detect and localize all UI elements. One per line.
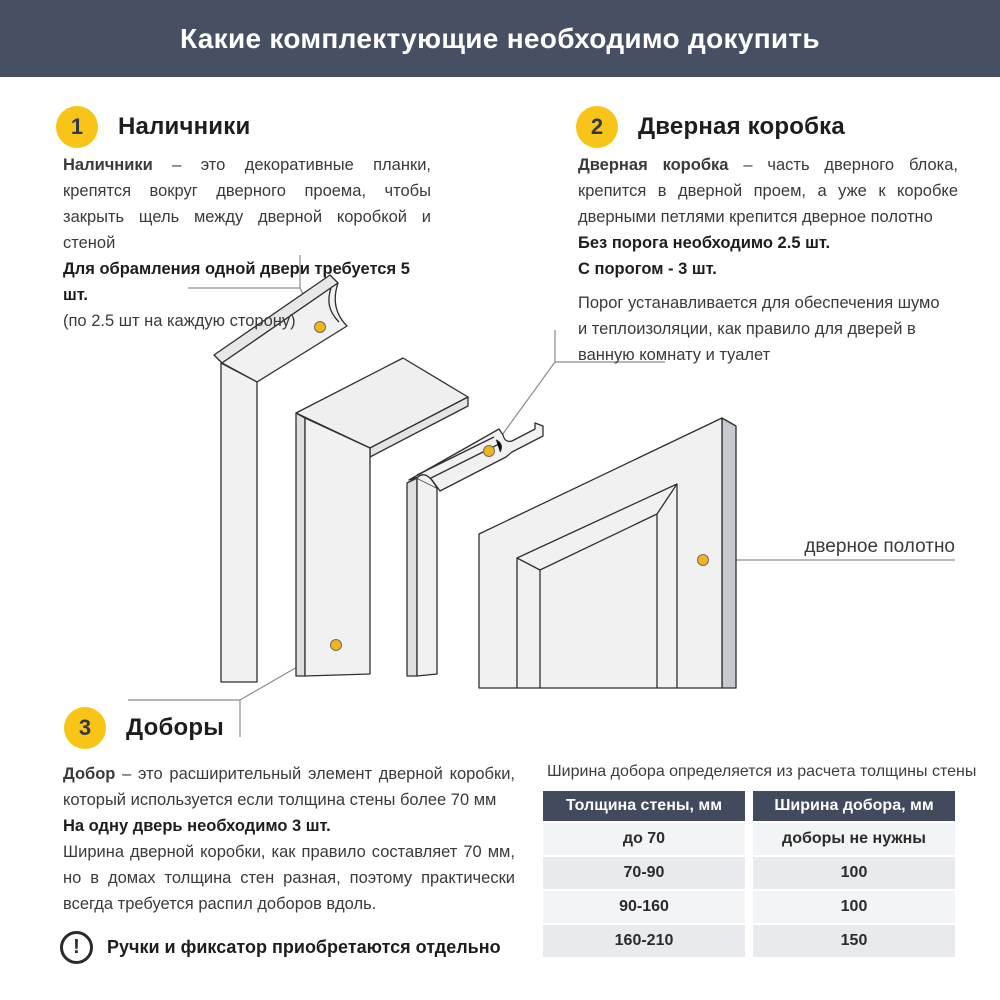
table-cell: 100	[753, 891, 955, 923]
section-2-badge: 2	[576, 106, 618, 148]
section-1-body	[63, 152, 431, 334]
section-1-title: Наличники	[118, 113, 251, 140]
bottom-note-text: Ручки и фиксатор приобретаются отдельно	[107, 937, 501, 957]
table-row	[543, 823, 955, 855]
section-2-description	[578, 152, 958, 230]
table-cell: 150	[753, 925, 955, 957]
section-1-quantity-note: (по 2.5 шт на каждую сторону)	[63, 312, 296, 330]
section-3-body	[63, 761, 515, 917]
section-2-head	[576, 106, 845, 148]
marker-dot-frame	[484, 446, 495, 457]
table-row	[543, 891, 955, 923]
section-1-head	[56, 106, 250, 148]
marker-dot-door-leaf	[698, 555, 709, 566]
section-3-description	[63, 761, 515, 813]
exclamation-icon: !	[60, 931, 93, 964]
marker-dot-extension	[331, 640, 342, 651]
table-cell: доборы не нужны	[753, 823, 955, 855]
section-3-extra: Ширина дверной коробки, как правило составляет 70 мм, но в домах толщина стен разная, поэтому практически всегда требуется распил доборов вдоль.	[63, 843, 515, 913]
section-1-term: Наличники	[63, 156, 153, 174]
section-1-quantity: Для обрамления одной двери требуется 5 шт.	[63, 260, 410, 304]
table-header-wall: Толщина стены, мм	[543, 791, 745, 821]
section-2-description-text: – часть дверного блока, крепится в дверной проем, а уже к коробке дверными петлями крепится дверное полотно	[578, 156, 958, 226]
extension-piece	[296, 358, 468, 676]
section-2-body	[578, 152, 958, 282]
section-3-title: Доборы	[126, 714, 224, 741]
section-1-badge: 1	[56, 106, 98, 148]
table-header-row	[543, 791, 955, 821]
bottom-note	[60, 931, 501, 964]
table-cell: 90-160	[543, 891, 745, 923]
table-row	[543, 857, 955, 889]
section-2-term: Дверная коробка	[578, 156, 729, 174]
table-cell: 70-90	[543, 857, 745, 889]
table-cell: до 70	[543, 823, 745, 855]
section-2-title: Дверная коробка	[638, 113, 845, 140]
table-caption: Ширина добора определяется из расчета толщины стены	[547, 763, 977, 780]
section-1-description	[63, 152, 431, 256]
table-cell: 100	[753, 857, 955, 889]
page-title: Какие комплектующие необходимо докупить	[180, 22, 820, 54]
door-leaf-piece	[479, 418, 736, 688]
section-3-head	[64, 707, 224, 749]
section-3-quantity: На одну дверь необходимо 3 шт.	[63, 817, 331, 835]
section-2-quantity-2: С порогом - 3 шт.	[578, 260, 717, 278]
section-2-porog-note	[578, 290, 940, 368]
table-row	[543, 925, 955, 957]
table-cell: 160-210	[543, 925, 745, 957]
section-1-description-text: – это декоративные планки, крепятся вокруг дверного проема, чтобы закрыть щель между дверной коробкой и стеной	[63, 156, 431, 252]
section-3-description-text: – это расширительный элемент дверной коробки, который используется если толщина стены более 70 мм	[63, 765, 515, 809]
door-leaf-label: дверное полотно	[804, 536, 955, 557]
table-header-width: Ширина добора, мм	[753, 791, 955, 821]
section-3-badge: 3	[64, 707, 106, 749]
dobor-width-table	[543, 791, 955, 959]
section-2-quantity-1: Без порога необходимо 2.5 шт.	[578, 234, 831, 252]
section-3-term: Добор	[63, 765, 116, 783]
porog-note-text: Порог устанавливается для обеспечения шумо и теплоизоляции, как правило для дверей в ванную комнату и туалет	[578, 294, 940, 364]
